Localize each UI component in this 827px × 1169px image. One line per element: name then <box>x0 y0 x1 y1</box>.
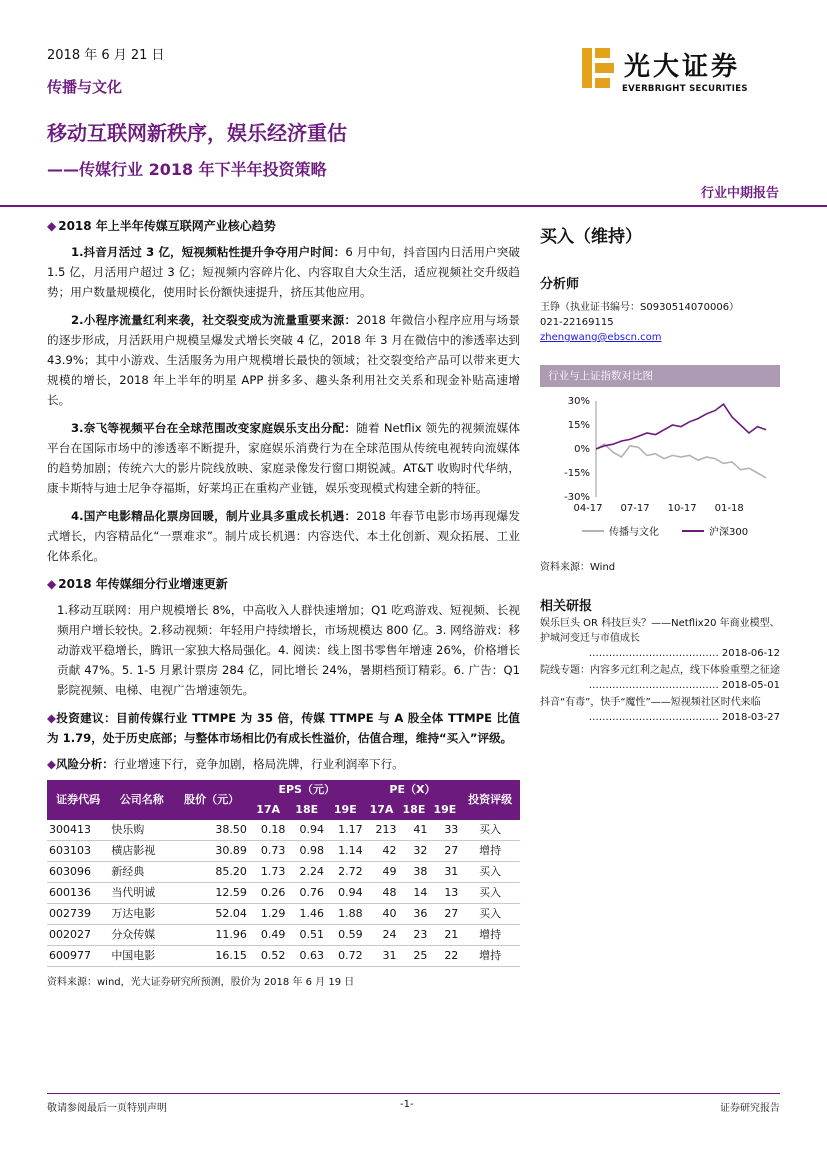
table-cell: 33 <box>429 820 460 841</box>
table-cell: 603096 <box>47 862 109 883</box>
table-cell: 1.14 <box>326 841 365 862</box>
col-eps: EPS（元） <box>249 780 365 800</box>
table-cell: 30.89 <box>174 841 249 862</box>
table-cell: 36 <box>398 904 429 925</box>
footer-disclaimer: 敬请参阅最后一页特别声明 <box>47 1103 167 1114</box>
table-cell: 600977 <box>47 946 109 967</box>
everbright-logo-icon <box>582 48 614 88</box>
trend-paragraph: 4.国产电影精品化票房回暖，制片业具多重成长机遇：2018 年春节电影市场再现爆发式增长，内容精品化“一票难求”。制片成长机遇：内容迭代、本土化创新、观众拓展、工业化体系化。 <box>47 509 520 563</box>
table-cell: 买入 <box>460 862 520 883</box>
year-header: 17A <box>365 800 399 820</box>
section-growth-heading: ◆ 2018 年传媒细分行业增速更新 <box>47 577 228 591</box>
table-cell: 当代明诚 <box>109 883 174 904</box>
table-row <box>47 862 520 883</box>
table-cell: 0.26 <box>249 883 288 904</box>
table-cell: 13 <box>429 883 460 904</box>
table-cell: 11.96 <box>174 925 249 946</box>
related-heading: 相关研报 <box>540 599 593 614</box>
year-header: 19E <box>326 800 365 820</box>
table-cell: 31 <box>365 946 399 967</box>
table-cell: 新经典 <box>109 862 174 883</box>
table-cell: 600136 <box>47 883 109 904</box>
growth-paragraph: 1.移动互联网：用户规模增长 8%，中高收入人群快速增加；Q1 吃鸡游戏、短视频、长视频用户增长较快。2.移动视频：年轻用户持续增长，市场规模达 800 亿。3. 网络游戏：移动游戏平稳增长，腾讯一家独大格局强化。4. 阅读：线上图书零售年增速 26%，价格增长贡献 47%。5. 1-5 月累计票房 284 亿，同比增长 24%，暑期档预订精彩。6. 广告：Q1 影院视频、电梯、电视广告增速领先。 <box>57 603 520 697</box>
col-price: 股价（元） <box>174 780 249 820</box>
report-type: 行业中期报告 <box>700 186 779 201</box>
series-line <box>596 444 766 478</box>
table-cell: 40 <box>365 904 399 925</box>
related-title: 抖音“有毒”，快手“魔性”——短视频社区时代来临 <box>540 697 761 708</box>
table-cell: 0.98 <box>287 841 326 862</box>
trend-paragraph: 3.奈飞等视频平台在全球范围改变家庭娱乐支出分配：随着 Netflix 领先的视频流媒体平台在国际市场中的渗透率不断提升，家庭娱乐消费行为在全球范围从传统电视转向流媒体的趋势加剧；传统六大的影片院线放映、家庭录像发行窗口期锐减。AT&T 收购时代华纳，康卡斯特与迪士尼争夺福斯，好莱坞正在重构产业链，娱乐变现模式构建全新的特征。 <box>47 421 521 495</box>
table-cell: 603103 <box>47 841 109 862</box>
table-cell: 1.73 <box>249 862 288 883</box>
table-cell: 48 <box>365 883 399 904</box>
stock-table <box>47 780 520 967</box>
table-cell: 增持 <box>460 841 520 862</box>
table-cell: 12.59 <box>174 883 249 904</box>
table-cell: 49 <box>365 862 399 883</box>
related-title: 院线专题：内容多元红利之起点，线下体验重塑之征途 <box>540 665 780 676</box>
rating: 买入（维持） <box>540 227 642 247</box>
diamond-icon: ◆ <box>47 757 56 771</box>
table-cell: 买入 <box>460 904 520 925</box>
index-chart <box>540 365 780 573</box>
table-cell: 22 <box>429 946 460 967</box>
table-row <box>47 904 520 925</box>
y-tick-label: 30% <box>567 396 590 407</box>
analyst-info <box>540 300 780 345</box>
chart-canvas <box>540 387 780 552</box>
table-cell: 213 <box>365 820 399 841</box>
main-content <box>47 214 520 993</box>
table-cell: 24 <box>365 925 399 946</box>
table-cell: 买入 <box>460 883 520 904</box>
table-cell: 0.94 <box>287 820 326 841</box>
col-name: 公司名称 <box>109 780 174 820</box>
table-cell: 85.20 <box>174 862 249 883</box>
table-cell: 23 <box>398 925 429 946</box>
section-trends-heading: ◆ 2018 年上半年传媒互联网产业核心趋势 <box>47 219 276 233</box>
table-cell: 0.63 <box>287 946 326 967</box>
x-tick-label: 01-18 <box>714 503 744 514</box>
y-tick-label: -15% <box>564 468 590 479</box>
investment-advice: ◆投资建议：目前传媒行业 TTMPE 为 35 倍，传媒 TTMPE 与 A 股全体 TTMPE 比值为 1.79，处于历史底部；与整体市场相比仍有成长性溢价，估值合理，维持“买入”评级。 <box>47 711 520 745</box>
report-title: 移动互联网新秩序，娱乐经济重估 <box>47 121 347 145</box>
chart-title: 行业与上证指数对比图 <box>540 365 780 387</box>
table-cell: 增持 <box>460 946 520 967</box>
y-tick-label: 0% <box>574 444 590 455</box>
analyst-name: 王铮（执业证书编号：S0930514070006） <box>540 302 740 313</box>
table-cell: 1.29 <box>249 904 288 925</box>
year-header: 18E <box>398 800 429 820</box>
related-date: ………………………………… 2018-06-12 <box>588 648 780 659</box>
table-cell: 0.51 <box>287 925 326 946</box>
table-source: 资料来源：wind，光大证券研究所预测，股价为 2018 年 6 月 19 日 <box>47 977 355 988</box>
related-date: ………………………………… 2018-03-27 <box>588 712 780 723</box>
legend-label: 沪深300 <box>709 527 749 538</box>
table-cell: 002739 <box>47 904 109 925</box>
table-cell: 38.50 <box>174 820 249 841</box>
year-header: 19E <box>429 800 460 820</box>
col-code: 证券代码 <box>47 780 109 820</box>
table-cell: 分众传媒 <box>109 925 174 946</box>
diamond-icon: ◆ <box>47 219 57 233</box>
table-cell: 25 <box>398 946 429 967</box>
table-cell: 14 <box>398 883 429 904</box>
chart-source: 资料来源：Wind <box>540 562 616 573</box>
table-cell: 中国电影 <box>109 946 174 967</box>
table-cell: 0.72 <box>326 946 365 967</box>
table-cell: 快乐购 <box>109 820 174 841</box>
trend-paragraph: 2.小程序流量红利来袭，社交裂变成为流量重要来源：2018 年微信小程序应用与场景的逐步形成，月活跃用户规模呈爆发式增长突破 4 亿，2018 年 3 月在微信中的渗透率达到 43.9%；其中小游戏、生活服务为用户规模增长最快的领域；社交裂变给产品可以带来更大规模的增长，2018 年上半年的明星 APP 拼多多、趣头条利用社交关系和现金补贴高速增长。 <box>47 313 520 407</box>
table-cell: 32 <box>398 841 429 862</box>
table-cell: 0.52 <box>249 946 288 967</box>
table-cell: 42 <box>365 841 399 862</box>
related-report[interactable] <box>540 695 780 725</box>
table-cell: 0.49 <box>249 925 288 946</box>
trend-paragraph: 1.抖音月活过 3 亿，短视频粘性提升争夺用户时间：6 月中旬，抖音国内日活用户突破 1.5 亿，月活用户超过 3 亿；短视频内容碎片化、内容取自大众生活，适应视频社交升级趋势；用户数量规模化，使用时长份额快速提升，挤压其他应用。 <box>47 245 520 299</box>
related-list <box>540 616 780 725</box>
related-report[interactable] <box>540 663 780 693</box>
x-tick-label: 04-17 <box>573 503 603 514</box>
analyst-heading: 分析师 <box>540 277 580 292</box>
footer-divider <box>47 1093 780 1094</box>
table-cell: 300413 <box>47 820 109 841</box>
analyst-email[interactable]: zhengwang@ebscn.com <box>540 332 662 343</box>
page-number: -1- <box>400 1099 414 1110</box>
report-subtitle: ——传媒行业 2018 年下半年投资策略 <box>47 160 327 179</box>
legend-label: 传播与文化 <box>609 527 659 538</box>
x-tick-label: 10-17 <box>667 503 697 514</box>
sidebar <box>540 214 780 725</box>
table-row <box>47 946 520 967</box>
table-cell: 31 <box>429 862 460 883</box>
y-tick-label: -30% <box>564 492 590 503</box>
col-pe: PE（X） <box>365 780 461 800</box>
brand-name-cn: 光大证券 <box>624 52 741 82</box>
year-header: 18E <box>287 800 326 820</box>
table-cell: 16.15 <box>174 946 249 967</box>
table-cell: 1.88 <box>326 904 365 925</box>
table-cell: 21 <box>429 925 460 946</box>
sector-label: 传播与文化 <box>47 78 123 96</box>
diamond-icon: ◆ <box>47 711 57 725</box>
table-row <box>47 883 520 904</box>
table-cell: 27 <box>429 904 460 925</box>
table-cell: 002027 <box>47 925 109 946</box>
related-title: 娱乐巨头 OR 科技巨头？——Netflix20 年商业模型、护城河变迁与市值成长 <box>540 618 780 644</box>
table-cell: 万达电影 <box>109 904 174 925</box>
table-cell: 横店影视 <box>109 841 174 862</box>
header-divider <box>0 205 827 207</box>
footer-report-kind: 证券研究报告 <box>720 1103 780 1114</box>
analyst-phone: 021-22169115 <box>540 317 614 328</box>
table-cell: 买入 <box>460 820 520 841</box>
table-row <box>47 841 520 862</box>
x-tick-label: 07-17 <box>620 503 650 514</box>
series-line <box>596 404 766 449</box>
table-cell: 52.04 <box>174 904 249 925</box>
table-cell: 41 <box>398 820 429 841</box>
risk-analysis: ◆风险分析：行业增速下行，竞争加剧，格局洗牌，行业利润率下行。 <box>47 757 404 771</box>
diamond-icon: ◆ <box>47 577 57 591</box>
table-cell: 增持 <box>460 925 520 946</box>
year-header: 17A <box>249 800 288 820</box>
table-cell: 0.73 <box>249 841 288 862</box>
table-row <box>47 820 520 841</box>
table-cell: 27 <box>429 841 460 862</box>
y-tick-label: 15% <box>567 420 590 431</box>
table-cell: 0.94 <box>326 883 365 904</box>
table-row <box>47 925 520 946</box>
table-cell: 1.46 <box>287 904 326 925</box>
table-cell: 0.76 <box>287 883 326 904</box>
table-cell: 0.59 <box>326 925 365 946</box>
table-cell: 2.24 <box>287 862 326 883</box>
col-rating: 投资评级 <box>460 780 520 820</box>
report-date: 2018 年 6 月 21 日 <box>47 48 165 63</box>
related-report[interactable] <box>540 616 780 661</box>
related-date: ………………………………… 2018-05-01 <box>588 680 780 691</box>
table-cell: 1.17 <box>326 820 365 841</box>
table-cell: 0.18 <box>249 820 288 841</box>
table-cell: 2.72 <box>326 862 365 883</box>
table-cell: 38 <box>398 862 429 883</box>
brand-name-en: EVERBRIGHT SECURITIES <box>622 84 748 94</box>
